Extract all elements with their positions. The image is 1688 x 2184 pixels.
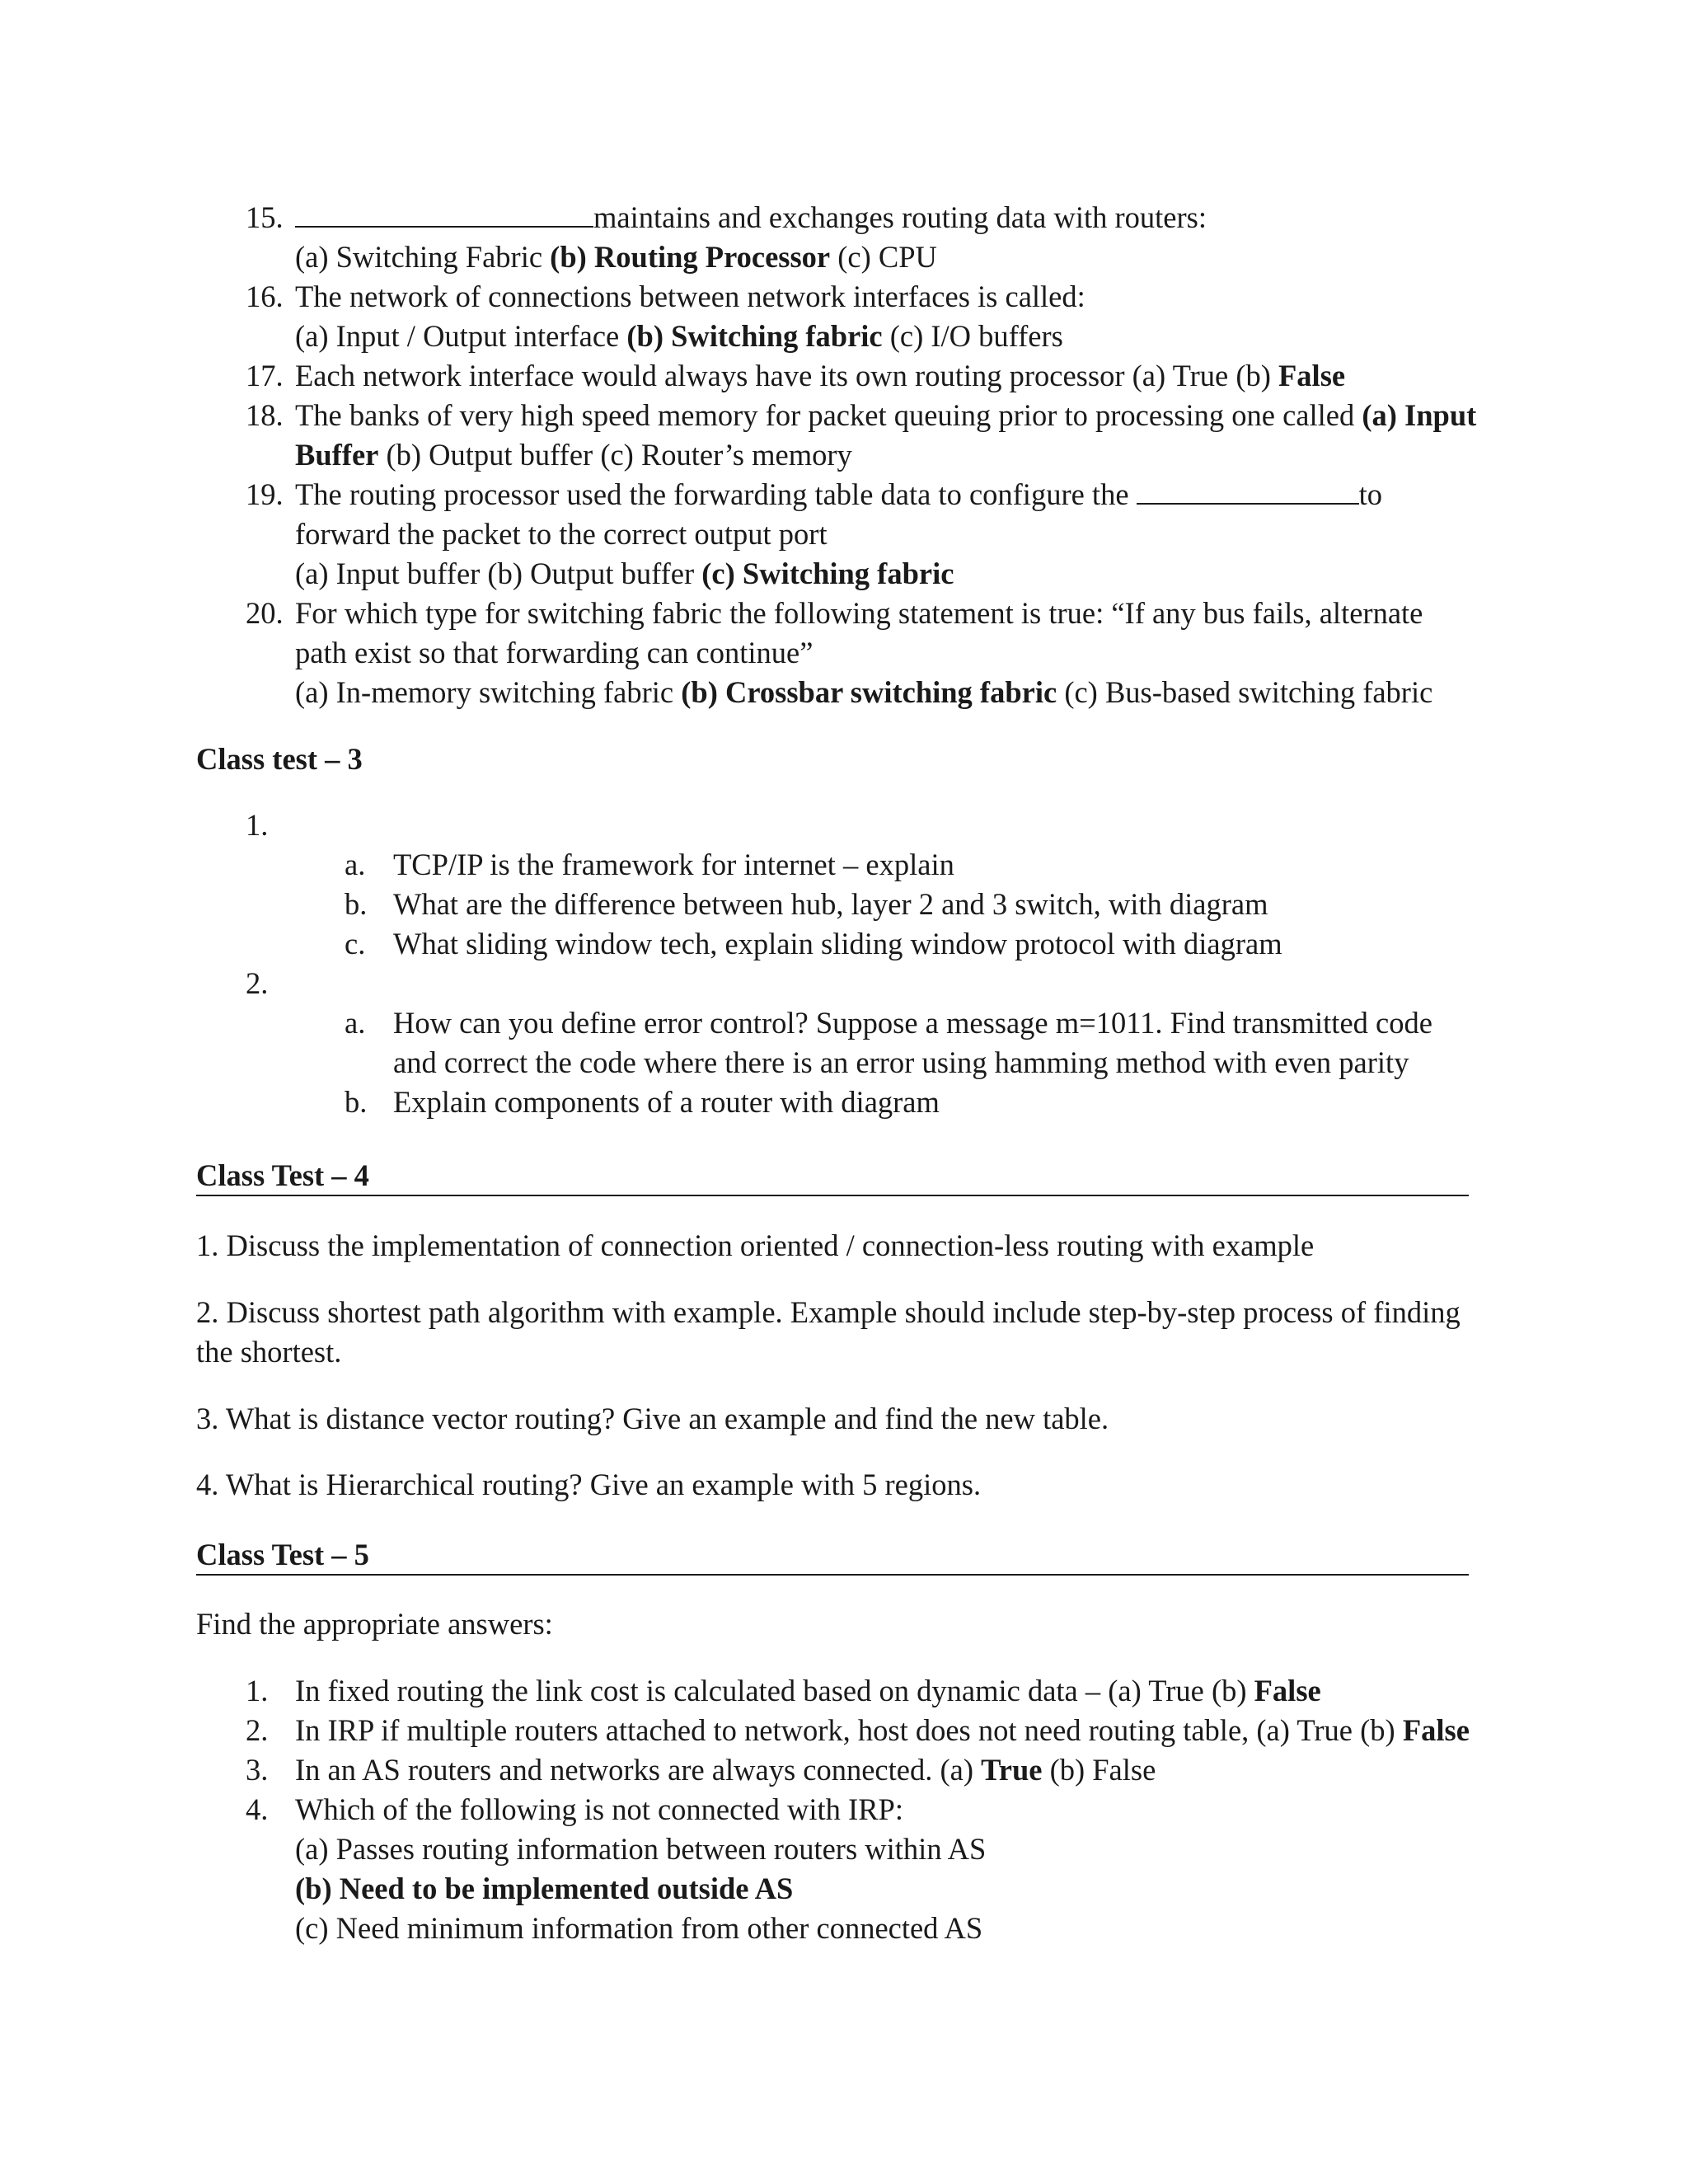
ct3-q1-number: 1. xyxy=(246,808,269,842)
q17-number: 17. xyxy=(246,359,284,392)
ct3-q1-item-c-marker: c. xyxy=(345,927,366,960)
q16-answer: (b) Switching fabric xyxy=(626,319,883,353)
q16-question: The network of connections between network interfaces is called: xyxy=(295,279,1085,313)
ct3-q1-item-b-marker: b. xyxy=(345,887,368,921)
q19-options: (a) Input buffer (b) Output buffer (c) Switching fabric xyxy=(295,557,954,590)
ct5-q4-number: 4. xyxy=(246,1792,269,1826)
q18-options: Buffer (b) Output buffer (c) Router’s memory xyxy=(295,438,852,472)
ct3-q1-item-a: TCP/IP is the framework for internet – explain xyxy=(393,848,954,881)
class-test-3-heading: Class test – 3 xyxy=(196,742,363,776)
q19-blank xyxy=(1137,476,1359,505)
q16-options: (a) Input / Output interface (b) Switching fabric (c) I/O buffers xyxy=(295,319,1063,353)
ct5-q4-option-c: (c) Need minimum information from other connected AS xyxy=(295,1911,983,1945)
class-test-4-rule xyxy=(196,1195,1469,1196)
ct5-q2-answer: False xyxy=(1402,1713,1470,1747)
q17-answer: False xyxy=(1278,359,1346,392)
ct5-q4-option-a: (a) Passes routing information between routers within AS xyxy=(295,1832,987,1866)
q20-question-line2: path exist so that forwarding can continue” xyxy=(295,636,814,669)
q15-blank xyxy=(295,199,593,228)
q18-answer: (a) Input xyxy=(1362,398,1477,432)
q17-question: Each network interface would always have its own routing processor (a) True (b) False xyxy=(295,359,1346,392)
q15-answer: (b) Routing Processor xyxy=(550,240,831,274)
q18-number: 18. xyxy=(246,398,284,432)
ct5-intro: Find the appropriate answers: xyxy=(196,1607,553,1641)
ct5-q2-number: 2. xyxy=(246,1713,269,1747)
q19-question-line2: forward the packet to the correct output port xyxy=(295,517,828,551)
ct5-q4: Which of the following is not connected with IRP: xyxy=(295,1792,903,1826)
class-test-5-rule xyxy=(196,1574,1469,1576)
ct5-q4-answer: (b) Need to be implemented outside AS xyxy=(295,1872,794,1905)
ct3-q2-item-a-marker: a. xyxy=(345,1006,366,1040)
ct4-q1: 1. Discuss the implementation of connection oriented / connection-less routing with example xyxy=(196,1228,1315,1262)
ct4-q3: 3. What is distance vector routing? Give an example and find the new table. xyxy=(196,1402,1109,1435)
q20-question: For which type for switching fabric the following statement is true: “If any bus fails, alternate xyxy=(295,596,1423,630)
q20-options: (a) In-memory switching fabric (b) Crossbar switching fabric (c) Bus-based switching fabric xyxy=(295,675,1433,709)
q19-answer: (c) Switching fabric xyxy=(701,557,954,590)
ct3-q1-item-b: What are the difference between hub, layer 2 and 3 switch, with diagram xyxy=(393,887,1268,921)
q15-options: (a) Switching Fabric (b) Routing Processor (c) CPU xyxy=(295,240,937,274)
class-test-5-heading: Class Test – 5 xyxy=(196,1538,369,1571)
q18-question: The banks of very high speed memory for packet queuing prior to processing one called (a) Input xyxy=(295,398,1477,432)
q15-question: maintains and exchanges routing data with routers: xyxy=(295,198,1207,238)
ct5-q1: In fixed routing the link cost is calculated based on dynamic data – (a) True (b) False xyxy=(295,1674,1321,1707)
ct5-q1-answer: False xyxy=(1254,1674,1321,1707)
class-test-4-heading: Class Test – 4 xyxy=(196,1158,369,1192)
q16-number: 16. xyxy=(246,279,284,313)
ct3-q1-item-c: What sliding window tech, explain sliding window protocol with diagram xyxy=(393,927,1282,960)
ct3-q1-item-a-marker: a. xyxy=(345,848,366,881)
ct3-q2-number: 2. xyxy=(246,966,269,1000)
ct5-q3-answer: True xyxy=(981,1753,1043,1787)
ct5-q3: In an AS routers and networks are always connected. (a) True (b) False xyxy=(295,1753,1156,1787)
ct4-q4: 4. What is Hierarchical routing? Give an example with 5 regions. xyxy=(196,1468,982,1501)
q15-number: 15. xyxy=(246,200,284,234)
ct5-q1-number: 1. xyxy=(246,1674,269,1707)
ct4-q2-line2: the shortest. xyxy=(196,1335,342,1369)
ct5-q4-option-b xyxy=(295,1869,793,1909)
q19-number: 19. xyxy=(246,477,284,511)
ct3-q2-item-b: Explain components of a router with diagram xyxy=(393,1085,940,1119)
q20-number: 20. xyxy=(246,596,284,630)
q20-answer: (b) Crossbar switching fabric xyxy=(681,675,1057,709)
ct3-q2-item-a: How can you define error control? Suppose a message m=1011. Find transmitted code xyxy=(393,1006,1432,1040)
q19-question: The routing processor used the forwarding table data to configure the to xyxy=(295,477,1383,511)
ct3-q2-item-b-marker: b. xyxy=(345,1085,368,1119)
ct5-q2: In IRP if multiple routers attached to network, host does not need routing table, (a) True (b) False xyxy=(295,1713,1470,1747)
ct3-q2-item-a-line2: and correct the code where there is an error using hamming method with even parity xyxy=(393,1045,1409,1079)
ct4-q2: 2. Discuss shortest path algorithm with example. Example should include step-by-step process of finding xyxy=(196,1295,1461,1329)
ct5-q3-number: 3. xyxy=(246,1753,269,1787)
